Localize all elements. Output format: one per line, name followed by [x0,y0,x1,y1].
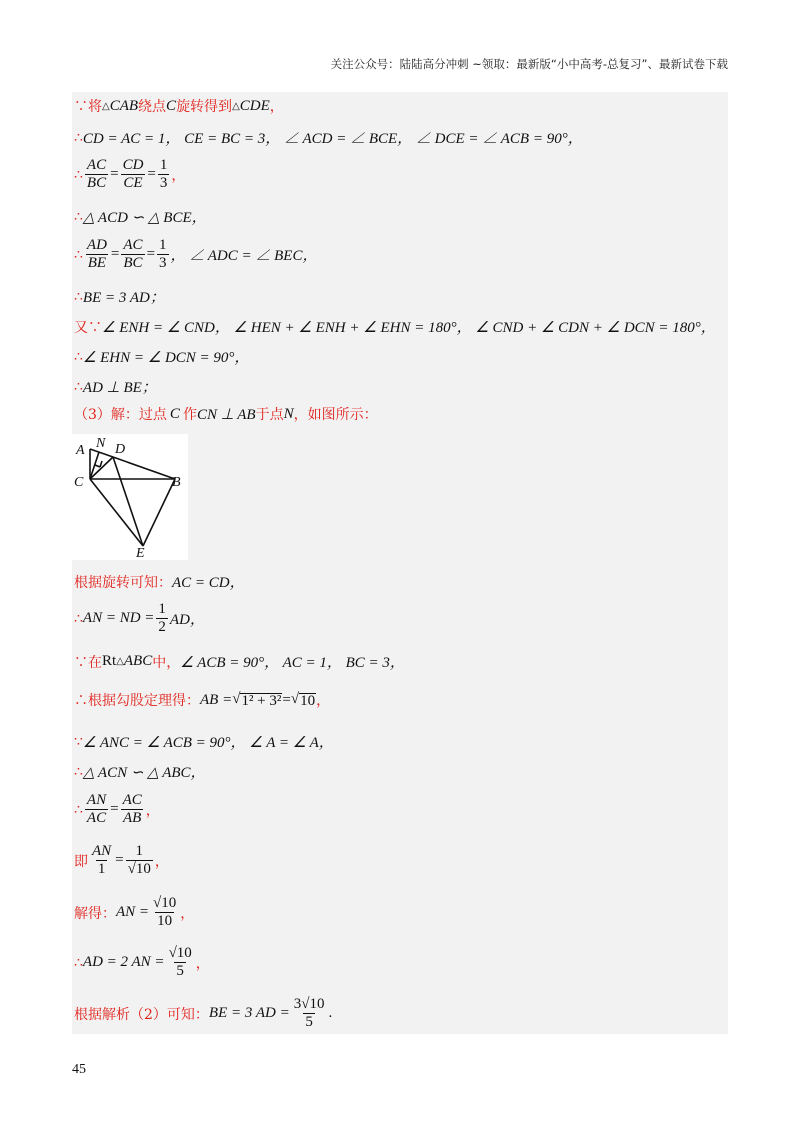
line-6 [74,286,165,307]
line-3 [74,157,185,192]
math: AC = CD， [172,575,245,591]
denominator: 10 [157,913,173,929]
equals: = [110,166,119,182]
radical-sign: √ [290,691,300,707]
numerator: 1 [159,157,168,173]
text: 绕点 [138,99,167,115]
denominator: 3 [159,255,167,271]
math: CD = AC = 1， CE = BC = 3， ∠ ACD = ∠ BCE， ∠ DCE = ∠ ACB = 90°， [82,131,583,147]
therefore: ∴ [74,763,83,780]
denominator: CE [123,175,143,191]
radicand: 10 [300,693,316,709]
text: ， [171,167,186,184]
because: ∵ [74,733,83,750]
label-a: A [76,443,85,458]
math: C [166,97,177,114]
page-header: 关注公众号：陆陆高分冲刺 ~领取：最新版“小中高考-总复习”、最新试卷下载 [330,57,728,71]
math: Rt [102,653,117,669]
math: ， ∠ ADC = ∠ BEC， [170,248,318,264]
math: N [283,405,294,422]
sqrt [232,691,282,709]
equals: = [147,166,156,182]
therefore: ∴ [74,166,83,183]
denominator: √10 [127,861,151,877]
therefore: ∴ [74,129,83,146]
text: （3）解：过点 [74,407,167,423]
therefore: ∴ [74,610,83,627]
text: 解得： [74,905,116,922]
math: ∠ ACB = 90°， AC = 1， BC = 3， [180,655,405,671]
page-number: 45 [72,1062,86,1077]
text: 根据解析（2）可知： [74,1006,209,1023]
math: AN = ND = [82,610,155,626]
text: 于点 [255,407,284,423]
math: △ ACN ∽ △ ABC， [82,765,206,781]
math: ABC [123,653,153,669]
text: ， [316,693,331,709]
label-n: N [96,436,106,451]
line-14 [74,690,330,710]
label-b: B [172,475,181,490]
text: ∵在 [74,654,102,671]
numerator: 3√10 [293,996,325,1012]
line-9 [74,376,157,397]
numerator: 1 [159,237,167,253]
numerator: √10 [153,895,177,911]
text: 又∵ [74,319,102,336]
line-5 [74,237,317,272]
therefore: ∴ [74,348,83,365]
fraction [85,792,108,827]
therefore: ∴ [74,954,83,971]
equals: = [146,246,156,262]
text: ∵将 [74,99,102,115]
radicand: 1² + 3² [241,693,282,709]
geometry-figure [72,434,188,560]
numerator: AN [86,792,107,808]
line-8 [74,346,249,367]
denominator: BE [87,255,107,271]
math: ∠ ANC = ∠ ACB = 90°， ∠ A = ∠ A， [82,735,334,751]
math: C [169,405,180,422]
fraction [90,843,113,878]
denominator: AB [122,810,142,826]
text: ， [154,853,169,870]
fraction [156,601,168,636]
triangle-symbol: △ [232,100,240,112]
numerator: AC [86,157,107,173]
math: BE = 3 AD； [82,290,165,306]
fraction [121,237,144,272]
fraction [292,996,327,1031]
line-2 [74,127,583,148]
numerator: 1 [135,843,143,859]
text: ， [269,99,284,115]
line-4 [74,206,207,227]
line-10 [74,404,378,424]
numerator: AC [122,792,142,808]
text: ∴根据勾股定理得： [74,693,200,709]
therefore: ∴ [74,378,83,395]
numerator: 1 [158,601,166,617]
line-12 [74,601,205,636]
fraction [167,945,194,980]
numerator: AC [123,237,143,253]
math: AB = [200,691,233,708]
math: AD = 2 AN = [82,954,165,970]
math: AD ⊥ BE； [82,380,157,396]
therefore: ∴ [74,801,83,818]
numerator: √10 [168,945,192,961]
denominator: BC [123,255,143,271]
math: ∠ ENH = ∠ CND， ∠ HEN + ∠ ENH + ∠ EHN = 180°， ∠ CND + ∠ CDN + ∠ DCN = 180°， [102,320,716,336]
line-11 [74,571,245,592]
therefore: ∴ [74,288,83,305]
radical-sign: √ [232,691,241,707]
numerator: AN [92,843,112,859]
triangle-symbol: △ [102,100,110,112]
text: . [328,1005,333,1021]
equals: = [115,852,124,868]
text: 中， [152,654,181,671]
text: 根据旋转可知： [74,574,172,591]
fraction [85,237,109,272]
denominator: 2 [158,619,166,635]
fraction [121,157,146,192]
text: ， [180,905,195,922]
denominator: 3 [159,175,168,191]
math: ∠ EHN = ∠ DCN = 90°， [82,350,250,366]
denominator: 5 [305,1014,313,1030]
therefore: ∴ [74,208,83,225]
triangle-symbol: △ [116,656,124,667]
text: 旋转得到 [176,99,233,115]
label-c: C [74,475,84,490]
line-7 [74,316,716,337]
line-19 [74,895,194,930]
math: CDE [239,97,270,114]
fraction [157,237,169,272]
line-1 [74,96,284,116]
line-20 [74,945,210,980]
equals: = [110,246,120,262]
line-13 [74,651,405,672]
math: BE = 3 AD = [208,1005,290,1021]
denominator: BC [86,175,107,191]
numerator: AD [86,237,107,253]
text: ， [145,802,160,819]
sqrt [291,691,316,709]
denominator: AC [86,810,107,826]
fraction [85,157,108,192]
fraction [126,843,153,878]
fraction [121,792,144,827]
denominator: 5 [176,963,184,979]
math: CAB [109,97,139,114]
equals: = [110,801,119,817]
math: AN = [116,904,150,920]
text: 即 [74,853,88,870]
numerator: CD [122,157,144,173]
figure-svg [72,434,188,560]
text: 作 [182,407,197,423]
label-d: D [115,442,126,457]
math: AD， [169,612,205,628]
math: △ ACD ∽ △ BCE， [82,210,207,226]
line-15 [74,731,334,752]
line-17 [74,792,160,827]
fraction [151,895,178,930]
line-21 [74,996,332,1031]
line-16 [74,761,206,782]
therefore: ∴ [74,246,83,263]
label-e: E [136,546,145,560]
fraction [158,157,170,192]
text: ，如图所示： [293,407,378,423]
text: ， [195,955,210,972]
line-18 [74,843,169,878]
solution-panel [72,92,728,1034]
equals: = [282,691,291,708]
math: CN ⊥ AB [196,406,256,423]
denominator: 1 [97,861,106,877]
